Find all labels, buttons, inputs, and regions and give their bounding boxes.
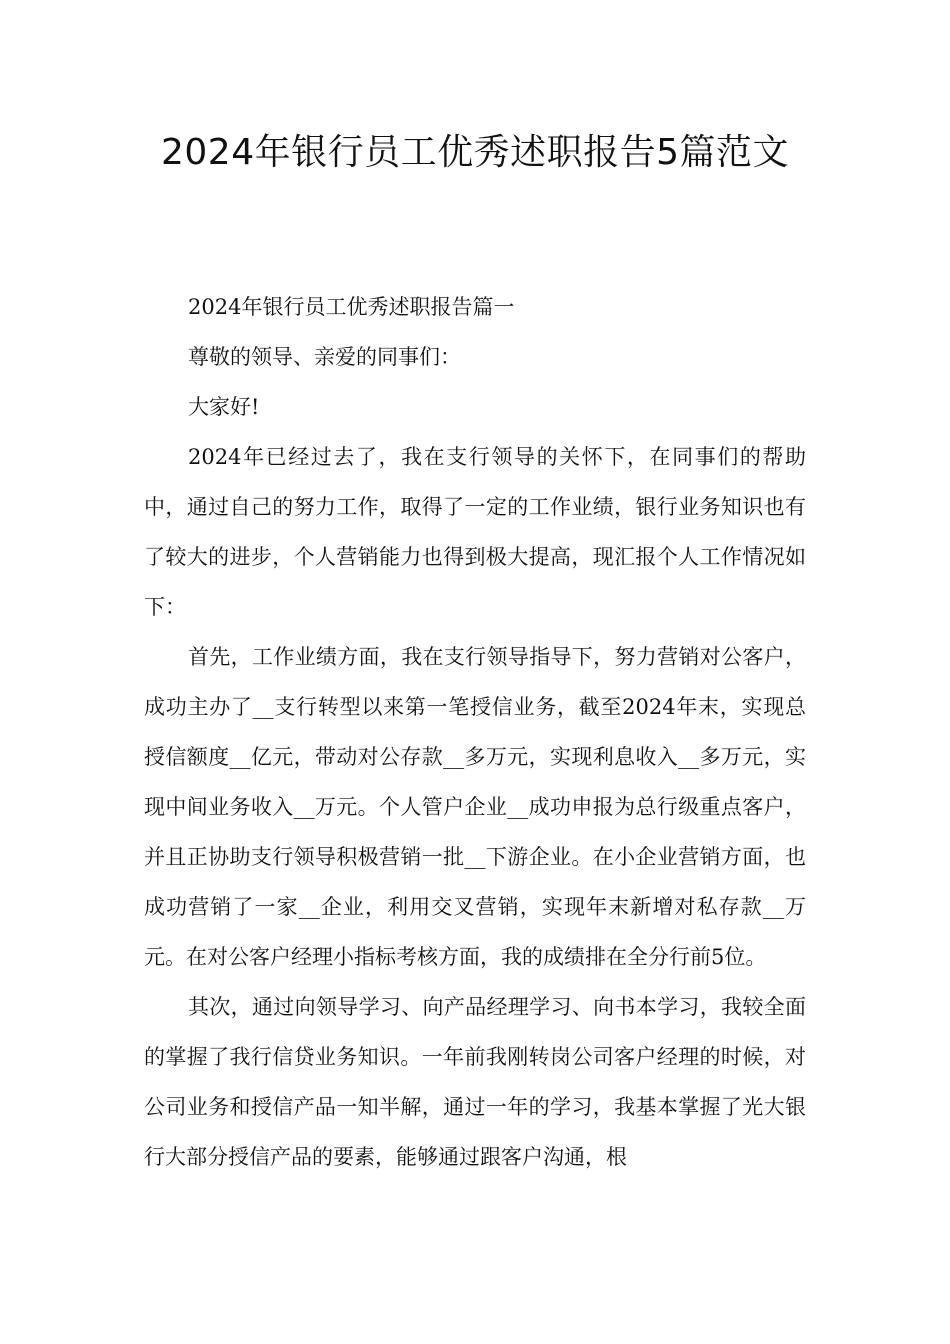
document-title: 2024年银行员工优秀述职报告5篇范文 — [160, 132, 790, 173]
paragraph-intro: 2024年已经过去了，我在支行领导的关怀下，在同事们的帮助中，通过自己的努力工作，取得了一定的工作业绩，银行业务知识也有了较大的进步，个人营销能力也得到极大提高，现汇报个人工作情况如下： — [144, 445, 806, 619]
greeting: 大家好! — [188, 395, 260, 419]
section-heading: 2024年银行员工优秀述职报告篇一 — [188, 295, 515, 319]
paragraph-performance: 首先，工作业绩方面，我在支行领导指导下，努力营销对公客户，成功主办了__支行转型以来第一笔授信业务，截至2024年末，实现总授信额度__亿元，带动对公存款__多万元，实现利息收入__多万元，实现中间业务收入__万元。个人管户企业__成功申报为总行级重点客户，并且正协助支行领导积极营销一批__下游企业。在小企业营销方面，也成功营销了一家__企业，利用交叉营销，实现年末新增对私存款__万元。在对公客户经理小指标考核方面，我的成绩排在全分行前5位。 — [144, 645, 806, 969]
document-body — [144, 282, 806, 1182]
salutation: 尊敬的领导、亲爱的同事们： — [188, 345, 461, 369]
paragraph-learning: 其次，通过向领导学习、向产品经理学习、向书本学习，我较全面的掌握了我行信贷业务知识。一年前我刚转岗公司客户经理的时候，对公司业务和授信产品一知半解，通过一年的学习，我基本掌握了光大银行大部分授信产品的要素，能够通过跟客户沟通，根 — [144, 995, 806, 1169]
